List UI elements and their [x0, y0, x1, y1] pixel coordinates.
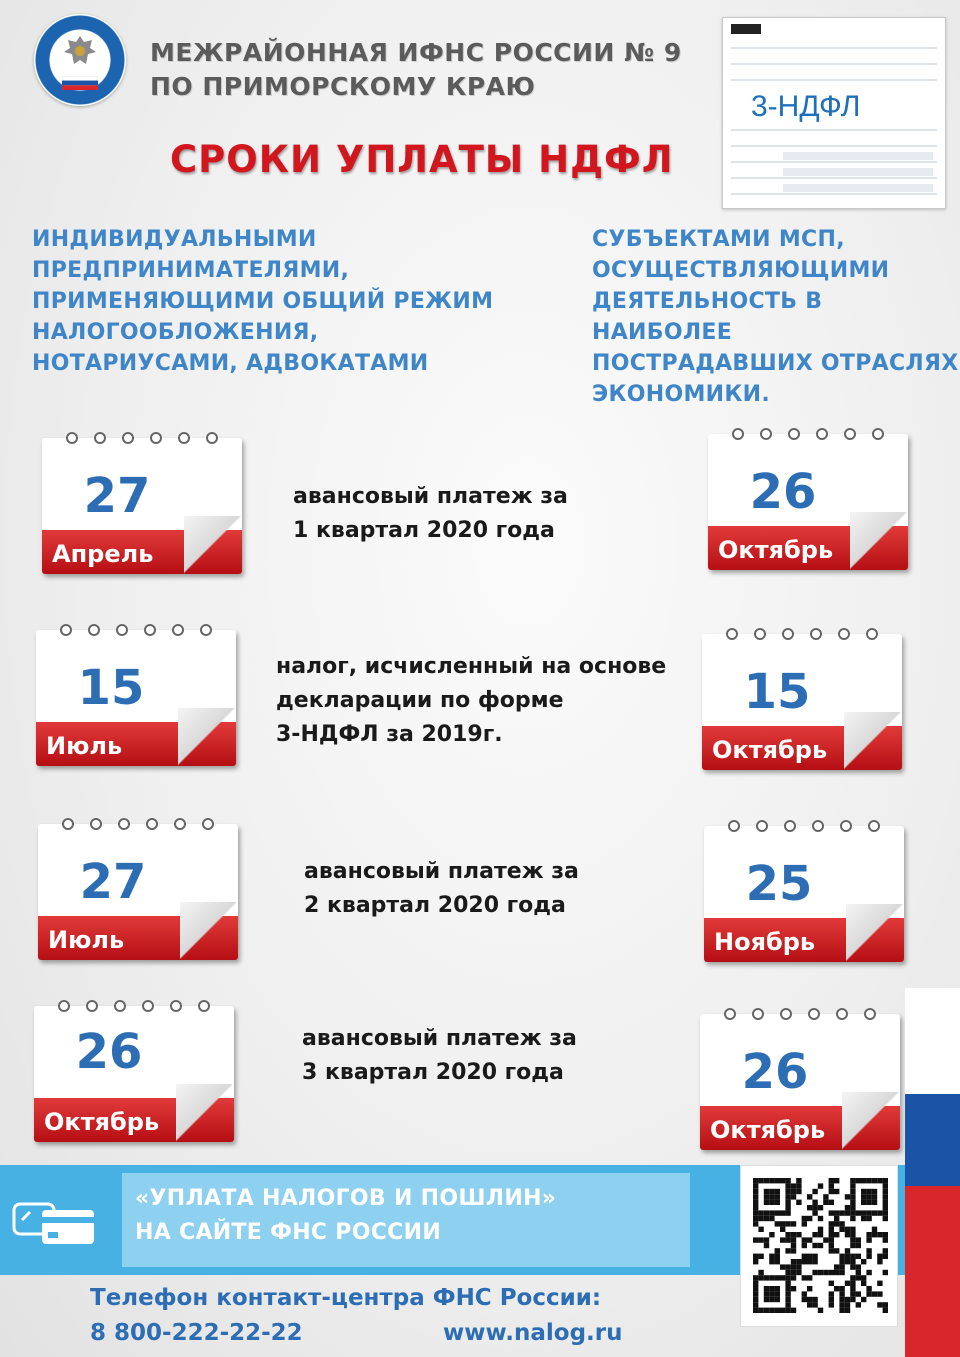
declaration-form-thumbnail	[722, 17, 946, 209]
calendar-month: Июль	[46, 732, 123, 760]
binder-rings-icon	[722, 1004, 882, 1024]
description-line: налог, исчисленный на основе	[276, 654, 667, 679]
flag-stripe-white	[905, 988, 960, 1094]
calendar-month: Апрель	[52, 540, 154, 568]
calendar-day: 26	[75, 1024, 143, 1080]
banner-line1[interactable]: «УПЛАТА НАЛОГОВ И ПОШЛИН»	[135, 1186, 557, 1211]
calendar-left-row4	[34, 996, 238, 1144]
card-payment-icon	[12, 1190, 98, 1248]
qr-code[interactable]	[740, 1165, 898, 1327]
binder-rings-icon	[64, 428, 224, 448]
payment-description-row4	[302, 1022, 577, 1090]
calendar-month: Октябрь	[718, 536, 834, 564]
calendar-day: 15	[77, 660, 145, 716]
org-name-line2: ПО ПРИМОРСКОМУ КРАЮ	[150, 72, 536, 101]
calendar-month: Октябрь	[710, 1116, 826, 1144]
page-title: СРОКИ УПЛАТЫ НДФЛ	[170, 138, 674, 181]
binder-rings-icon	[60, 814, 220, 834]
contact-phone[interactable]: 8 800-222-22-22	[90, 1320, 303, 1346]
category-right-line: ДЕЯТЕЛЬНОСТЬ В НАИБОЛЕЕ	[592, 289, 823, 345]
payment-description-row3	[304, 855, 579, 923]
calendar-right-row1	[708, 424, 912, 572]
calendar-left-row3	[38, 814, 242, 962]
calendar-right-row4	[700, 1004, 904, 1152]
form-label: 3-НДФЛ	[751, 90, 861, 123]
calendar-day: 27	[83, 468, 151, 524]
eagle-icon	[60, 32, 100, 72]
binder-rings-icon	[724, 624, 884, 644]
binder-rings-icon	[56, 996, 216, 1016]
description-line: авансовый платеж за	[304, 859, 579, 884]
category-right-line: ЭКОНОМИКИ.	[592, 382, 771, 407]
flag-stripe-blue	[905, 1094, 960, 1186]
calendar-day: 27	[79, 854, 147, 910]
category-right-line: ПОСТРАДАВШИХ ОТРАСЛЯХ	[592, 351, 959, 376]
fns-emblem-icon	[34, 14, 126, 106]
calendar-day: 26	[749, 464, 817, 520]
calendar-day: 15	[743, 664, 811, 720]
category-left-line: НАЛОГООБЛОЖЕНИЯ,	[32, 320, 319, 345]
payment-description-row2	[276, 650, 666, 752]
binder-rings-icon	[58, 620, 218, 640]
contact-center-label: Телефон контакт-центра ФНС России:	[90, 1285, 602, 1311]
description-line: 3 квартал 2020 года	[302, 1060, 564, 1085]
flag-ribbon-icon	[62, 76, 98, 90]
calendar-month: Октябрь	[44, 1108, 160, 1136]
category-left	[32, 224, 493, 379]
calendar-day: 26	[741, 1044, 809, 1100]
binder-rings-icon	[730, 424, 890, 444]
description-line: авансовый платеж за	[293, 484, 568, 509]
category-left-line: ПРЕДПРИНИМАТЕЛЯМИ,	[32, 258, 350, 283]
org-name-line1: МЕЖРАЙОННАЯ ИФНС РОССИИ № 9	[150, 38, 682, 67]
description-line: декларации по форме	[276, 688, 564, 713]
calendar-month: Октябрь	[712, 736, 828, 764]
category-left-line: ИНДИВИДУАЛЬНЫМИ	[32, 227, 317, 252]
category-left-line: НОТАРИУСАМИ, АДВОКАТАМИ	[32, 351, 429, 376]
description-line: 3-НДФЛ за 2019г.	[276, 722, 503, 747]
category-left-line: ПРИМЕНЯЮЩИМИ ОБЩИЙ РЕЖИМ	[32, 289, 494, 314]
payment-description-row1	[293, 480, 568, 548]
calendar-left-row2	[36, 620, 240, 768]
category-right	[592, 224, 960, 410]
calendar-left-row1	[42, 428, 246, 576]
calendar-month: Июль	[48, 926, 125, 954]
category-right-line: СУБЪЕКТАМИ МСП,	[592, 227, 845, 252]
site-link[interactable]: www.nalog.ru	[443, 1320, 623, 1346]
qr-code-icon	[741, 1166, 897, 1326]
category-right-line: ОСУЩЕСТВЛЯЮЩИМИ	[592, 258, 890, 283]
flag-stripe-red	[905, 1186, 960, 1357]
description-line: авансовый платеж за	[302, 1026, 577, 1051]
calendar-right-row2	[702, 624, 906, 772]
calendar-day: 25	[745, 856, 813, 912]
description-line: 2 квартал 2020 года	[304, 893, 566, 918]
description-line: 1 квартал 2020 года	[293, 518, 555, 543]
calendar-right-row3	[704, 816, 908, 964]
banner-line2[interactable]: НА САЙТЕ ФНС РОССИИ	[135, 1220, 442, 1245]
calendar-month: Ноябрь	[714, 928, 816, 956]
binder-rings-icon	[726, 816, 886, 836]
